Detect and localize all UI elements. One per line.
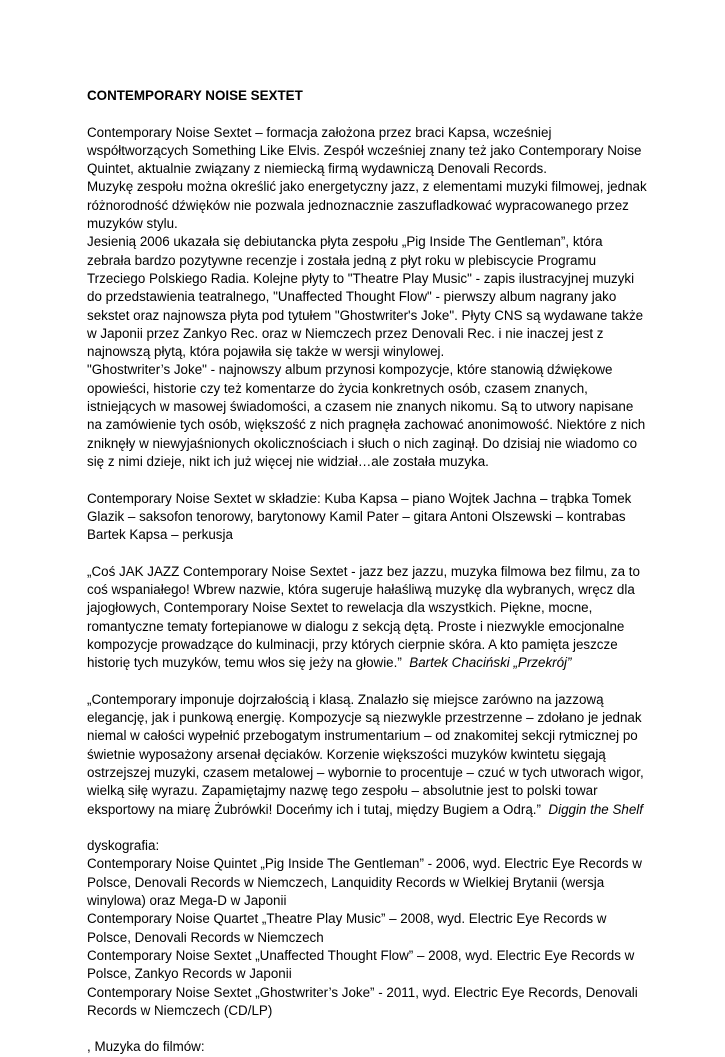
- quote-text: „Contemporary imponuje dojrzałością i klasą. Znalazło się miejsce zarówno na jazzową elegancję, jak i punkową energię. Kompozycje są niezwykle przestrzenne – zdołano je jednak niemal w całości wypełnić przebogatym instrumentarium – od znakomitej sekcji rytmicznej po świetnie wyposażony arsenał dęciaków. Korzenie większości muzyków kwintetu sięgają ostrzejszej muzyki, czasem metalowej – wybornie to procentuje – czuć w tych utworach wigor, wielką siłę wyrazu. Zapamiętajmy nazwę tego zespołu – absolutnie jest to polski towar eksportowy na miarę Żubrówki! Doceńmy ich i tutaj, między Bugiem a Odrą.”: [87, 691, 644, 817]
- review-quote-1: [87, 563, 647, 673]
- lineup-paragraph: Contemporary Noise Sextet w składzie: Kuba Kapsa – piano Wojtek Jachna – trąbka Tomek Glazik – saksofon tenorowy, barytonowy Kamil Pater – gitara Antoni Olszewski – kontrabas Bartek Kapsa – perkusja: [87, 490, 632, 543]
- quote-source: Bartek Chaciński „Przekrój”: [409, 655, 572, 671]
- intro-paragraph: Muzykę zespołu można określić jako energetyczny jazz, z elementami muzyki filmowej, jednak różnorodność dźwięków nie pozwala jednoznacznie zaszufladkować wypracowanego przez muzyków stylu.: [87, 179, 647, 232]
- intro-paragraph: Contemporary Noise Sextet – formacja założona przez braci Kapsa, wcześniej współtworzących Something Like Elvis. Zespół wcześniej znany też jako Contemporary Noise Quintet, aktualnie związany z niemiecką firmą wydawniczą Denovali Records.: [87, 124, 642, 177]
- discography-heading: dyskografia:: [87, 838, 160, 854]
- spacer: [87, 105, 647, 123]
- discography-item: Contemporary Noise Sextet „Ghostwriter’s Joke” - 2011, wyd. Electric Eye Records, Denovali Records w Niemczech (CD/LP): [87, 984, 638, 1018]
- intro-paragraph: "Ghostwriter’s Joke" - najnowszy album przynosi kompozycje, które stanowią dźwiękowe opowieści, historie czy też komentarze do życia konkretnych osób, czasem znanych, istniejących w masowej świadomości, a czasem nie znanych nikomu. Są to utwory napisane na zamówienie tych osób, większość z nich pragnęła zachować anonimowość. Niektóre z nich zniknęły w niewyjaśnionych okolicznościach i słuch o nich zaginął. Do dzisiaj nie wiadomo co się z nimi dzieje, nikt ich już więcej nie widział…ale została muzyka.: [87, 362, 646, 469]
- spacer: [87, 673, 647, 691]
- spacer: [87, 819, 647, 837]
- spacer: [87, 1020, 647, 1038]
- quote-text: „Coś JAK JAZZ Contemporary Noise Sextet - jazz bez jazzu, muzyka filmowa bez filmu, za to coś wspaniałego! Wbrew nazwie, która sugeruje hałaśliwą muzykę dla wybranych, wręcz dla jajogłowych, Contemporary Noise Sextet to rewelacja dla wszystkich. Piękne, mocne, romantyczne tematy fortepianowe w dialogu z sekcją dętą. Proste i niezwykle emocjonalne kompozycje prowadzące do kulminacji, przy których cierpnie skóra. A kto pamięta jeszcze historię tych muzyków, temu włos się jeży na głowie.”: [87, 563, 640, 671]
- intro-paragraph: Jesienią 2006 ukazała się debiutancka płyta zespołu „Pig Inside The Gentleman”, która zebrała bardzo pozytywne recenzje i została jedną z płyt roku w plebiscycie Programu Trzeciego Polskiego Radia. Kolejne płyty to "Theatre Play Music" - zapis ilustracyjnej muzyki do przedstawienia teatralnego, "Unaffected Thought Flow" - pierwszy album nagrany jako sekstet oraz najnowsza płyta pod tytułem "Ghostwriter's Joke". Płyty CNS są wydawane także w Japonii przez Zankyo Rec. oraz w Niemczech przez Denovali Rec. i nie inaczej jest z najnowszą płytą, która pojawiła się także w wersji winylowej.: [87, 234, 644, 360]
- discography-item: Contemporary Noise Quartet „Theatre Play Music” – 2008, wyd. Electric Eye Records w Polsce, Denovali Records w Niemczech: [87, 911, 607, 945]
- document-title: CONTEMPORARY NOISE SEXTET: [87, 88, 303, 103]
- document-body: [87, 87, 647, 1057]
- spacer: [87, 544, 647, 562]
- review-quote-2: [87, 691, 647, 819]
- film-music-heading: , Muzyka do filmów:: [87, 1039, 205, 1055]
- discography-item: Contemporary Noise Quintet „Pig Inside The Gentleman” - 2006, wyd. Electric Eye Records w Polsce, Denovali Records w Niemczech, Lanquidity Records w Wielkiej Brytanii (wersja winylowa) oraz Mega-D w Japonii: [87, 856, 642, 909]
- spacer: [87, 471, 647, 489]
- quote-source: Diggin the Shelf: [548, 801, 643, 817]
- discography-item: Contemporary Noise Sextet „Unaffected Thought Flow” – 2008, wyd. Electric Eye Records w Polsce, Zankyo Records w Japonii: [87, 947, 635, 982]
